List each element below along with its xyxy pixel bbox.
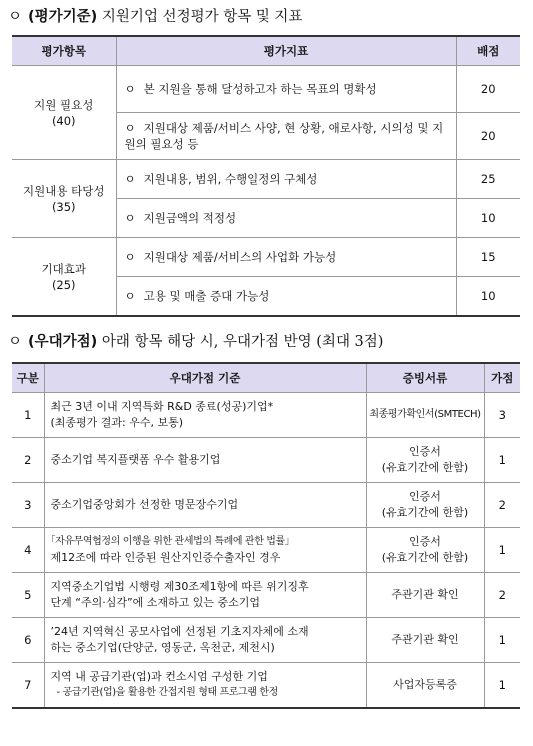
criteria-line: ｢자유무역협정의 이행을 위한 관세법의 특례에 관한 법률｣ xyxy=(50,536,290,547)
row-number: 5 xyxy=(12,573,44,618)
indicator-bullet: ㅇ xyxy=(124,172,136,186)
bonus-points: 1 xyxy=(484,663,520,709)
indicator-text: 지원내용, 범위, 수행일정의 구체성 xyxy=(143,172,318,186)
bonus-document xyxy=(366,393,484,438)
criteria-line: 중소기업중앙회가 선정한 명문장수기업 xyxy=(50,498,239,511)
bonus-criteria xyxy=(44,663,366,709)
eval-indicator xyxy=(116,160,456,199)
indicator-text: 지원대상 제품/서비스 사양, 현 상황, 애로사항, 시의성 및 지원의 필요성 등 xyxy=(124,121,444,151)
heading-bullet: ㅇ xyxy=(8,334,23,350)
indicator-text: 본 지원을 통해 달성하고자 하는 목표의 명확성 xyxy=(143,82,377,96)
eval-area-name: 지원 필요성 xyxy=(34,97,94,112)
bonus-criteria xyxy=(44,618,366,663)
table-header-row xyxy=(12,363,520,393)
eval-area xyxy=(12,160,116,238)
bonus-criteria xyxy=(44,573,366,618)
document-line: 주관기관 확인 xyxy=(391,588,459,601)
eval-area-score: (25) xyxy=(51,277,76,292)
heading-label: (우대가점) xyxy=(28,334,98,350)
criteria-line: 지역중소기업법 시행령 제30조제1항에 따른 위기징후 xyxy=(50,580,309,593)
table-row xyxy=(12,393,520,438)
bonus-table xyxy=(12,362,520,709)
bonus-points: 2 xyxy=(484,573,520,618)
indicator-text: 고용 및 매출 증대 가능성 xyxy=(143,289,270,303)
row-number: 7 xyxy=(12,663,44,709)
table-row xyxy=(12,528,520,573)
criteria-line: 최근 3년 이내 지역특화 R&D 종료(성공)기업* xyxy=(50,400,274,413)
criteria-line: 하는 중소기업(단양군, 영동군, 옥천군, 제천시) xyxy=(50,641,275,654)
table-row xyxy=(12,160,520,199)
row-number: 4 xyxy=(12,528,44,573)
table-row xyxy=(12,618,520,663)
bonus-points: 3 xyxy=(484,393,520,438)
eval-score: 10 xyxy=(456,277,520,317)
document-line: 인증서 xyxy=(409,490,441,503)
indicator-text: 지원금액의 적정성 xyxy=(143,211,237,225)
heading-bullet: ㅇ xyxy=(8,9,23,25)
bonus-document xyxy=(366,663,484,709)
document-line: (유효기간에 한함) xyxy=(381,461,469,474)
table-row xyxy=(12,573,520,618)
bonus-points: 2 xyxy=(484,483,520,528)
eval-score: 20 xyxy=(456,66,520,113)
header-points: 가점 xyxy=(484,363,520,393)
document-line: 인증서 xyxy=(409,535,441,548)
criteria-line: - 공급기관(업)을 활용한 간접지원 형태 프로그램 한정 xyxy=(56,687,278,698)
indicator-bullet: ㅇ xyxy=(124,121,136,135)
header-documents: 증빙서류 xyxy=(366,363,484,393)
table-header-row xyxy=(12,36,520,66)
eval-area xyxy=(12,66,116,160)
heading-label: (평가기준) xyxy=(28,9,98,25)
eval-area-score: (35) xyxy=(51,199,76,214)
eval-indicator xyxy=(116,199,456,238)
evaluation-table xyxy=(12,35,520,317)
bonus-document xyxy=(366,528,484,573)
section-heading-criteria xyxy=(8,5,302,26)
eval-indicator xyxy=(116,238,456,277)
bonus-document xyxy=(366,573,484,618)
row-number: 1 xyxy=(12,393,44,438)
document-line: 사업자등록증 xyxy=(393,678,457,691)
criteria-line: 지역 내 공급기관(업)과 컨소시엄 구성한 기업 xyxy=(50,670,268,683)
bonus-document xyxy=(366,483,484,528)
header-category: 구분 xyxy=(12,363,44,393)
table-row xyxy=(12,663,520,709)
table-row xyxy=(12,483,520,528)
document-line: 최종평가확인서(SMTECH) xyxy=(369,409,481,420)
criteria-line: 단계 “주의·심각”에 소재하고 있는 중소기업 xyxy=(50,596,261,609)
indicator-text: 지원대상 제품/서비스의 사업화 가능성 xyxy=(143,250,337,264)
eval-area-name: 기대효과 xyxy=(41,261,86,276)
table-row xyxy=(12,438,520,483)
bonus-criteria xyxy=(44,528,366,573)
heading-text: 아래 항목 해당 시, 우대가점 반영 (최대 3점) xyxy=(97,334,384,350)
eval-indicator xyxy=(116,277,456,317)
eval-score: 10 xyxy=(456,199,520,238)
indicator-bullet: ㅇ xyxy=(124,289,136,303)
bonus-document xyxy=(366,618,484,663)
indicator-bullet: ㅇ xyxy=(124,250,136,264)
eval-area xyxy=(12,238,116,317)
bonus-criteria xyxy=(44,393,366,438)
bonus-points: 1 xyxy=(484,528,520,573)
indicator-bullet: ㅇ xyxy=(124,211,136,225)
row-number: 6 xyxy=(12,618,44,663)
eval-area-score: (40) xyxy=(51,113,76,128)
eval-score: 25 xyxy=(456,160,520,199)
bonus-document xyxy=(366,438,484,483)
table-row xyxy=(12,66,520,113)
header-score: 배점 xyxy=(456,36,520,66)
bonus-points: 1 xyxy=(484,438,520,483)
document-line: (유효기간에 한함) xyxy=(381,506,469,519)
document-line: (유효기간에 한함) xyxy=(381,551,469,564)
eval-score: 20 xyxy=(456,113,520,160)
criteria-line: 제12조에 따라 인증된 원산지인증수출자인 경우 xyxy=(50,551,281,564)
document-line: 주관기관 확인 xyxy=(391,633,459,646)
section-heading-bonus xyxy=(8,330,383,351)
indicator-bullet: ㅇ xyxy=(124,82,136,96)
bonus-criteria xyxy=(44,438,366,483)
criteria-line: ’24년 지역혁신 공모사업에 선정된 기초지자체에 소재 xyxy=(50,625,309,638)
eval-indicator xyxy=(116,66,456,113)
criteria-line: (최종평가 결과: 우수, 보통) xyxy=(50,416,184,429)
row-number: 2 xyxy=(12,438,44,483)
bonus-points: 1 xyxy=(484,618,520,663)
header-eval-indicator: 평가지표 xyxy=(116,36,456,66)
document-line: 인증서 xyxy=(409,445,441,458)
eval-area-name: 지원내용 타당성 xyxy=(23,183,105,198)
criteria-line: 중소기업 복지플랫폼 우수 활용기업 xyxy=(50,453,221,466)
header-eval-item: 평가항목 xyxy=(12,36,116,66)
header-criteria: 우대가점 기준 xyxy=(44,363,366,393)
bonus-criteria xyxy=(44,483,366,528)
eval-score: 15 xyxy=(456,238,520,277)
eval-indicator xyxy=(116,113,456,160)
table-row xyxy=(12,238,520,277)
heading-text: 지원기업 선정평가 항목 및 지표 xyxy=(97,9,303,25)
row-number: 3 xyxy=(12,483,44,528)
